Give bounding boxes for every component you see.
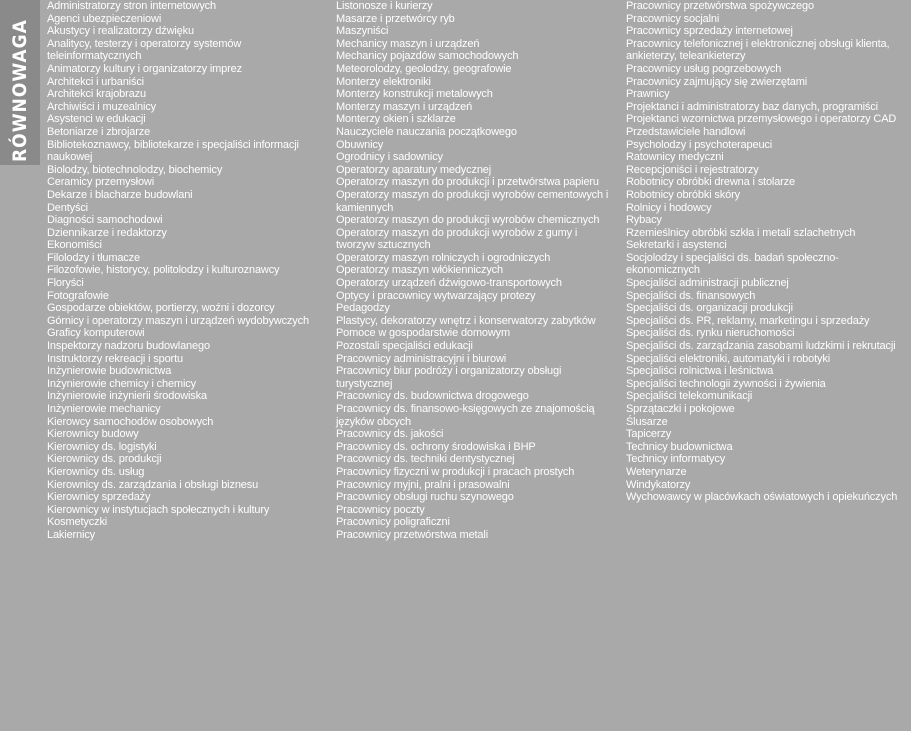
occupation-item: Inżynierowie inżynierii środowiska [47,390,207,403]
occupation-item: Pracownicy myjni, pralni i prasowalni [336,478,510,491]
occupation-item: Ogrodnicy i sadownicy [336,151,443,164]
occupation-item: Specjaliści administracji publicznej [626,277,789,290]
occupation-item: Operatorzy maszyn do produkcji wyrobów chemicznych [336,214,600,227]
occupation-item: Projektanci wzornictwa przemysłowego i operatorzy CAD [626,113,897,126]
occupation-item: Architekci krajobrazu [47,88,146,101]
occupation-item: Pracownicy przetwórstwa metali [336,528,488,541]
occupation-item: Technicy informatycy [626,453,726,466]
occupation-item: Dekarze i blacharze budowlani [47,188,193,201]
occupation-item: Pracownicy administracyjni i biurowi [336,352,507,365]
occupation-item: Graficy komputerowi [47,327,145,340]
occupation-item: Pracownicy socjalni [626,12,720,25]
occupation-item: Pracownicy usług pogrzebowych [626,62,782,75]
occupation-item: Specjaliści ds. organizacji produkcji [626,302,793,315]
occupation-item: Rybacy [626,214,662,227]
occupation-item: Pracownicy ds. budownictwa drogowego [336,390,529,403]
occupation-item: Operatorzy aparatury medycznej [336,163,492,176]
occupation-item: Specjaliści rolnictwa i leśnictwa [626,365,774,378]
occupation-item: Kierownicy ds. logistyki [47,440,157,453]
occupation-column-2 [336,0,618,542]
occupation-item: Listonosze i kurierzy [336,0,433,12]
occupation-item: Analitycy, testerzy i operatorzy systemów teleinformatycznych [47,37,242,63]
occupation-item: Operatorzy maszyn włókienniczych [336,264,503,277]
occupation-item: Inżynierowie budownictwa [47,365,172,378]
occupation-item: Projektanci i administratorzy baz danych, programiści [626,100,878,113]
occupation-item: Biolodzy, biotechnolodzy, biochemicy [47,163,223,176]
occupation-item: Nauczyciele nauczania początkowego [336,125,517,138]
occupation-item: Specjaliści technologii żywności i żywienia [626,377,826,390]
occupation-item: Masarze i przetwórcy ryb [336,12,455,25]
occupation-item: Ratownicy medyczni [626,151,724,164]
occupation-item: Diagności samochodowi [47,214,163,227]
occupation-item: Przedstawiciele handlowi [626,125,746,138]
occupation-item: Operatorzy maszyn rolniczych i ogrodniczych [336,251,551,264]
occupation-item: Specjaliści ds. zarządzania zasobami ludzkimi i rekrutacji [626,340,896,353]
occupation-item: Kierownicy sprzedaży [47,491,151,504]
occupation-item: Specjaliści telekomunikacji [626,390,753,403]
occupation-item: Optycy i pracownicy wytwarzający protezy [336,289,536,302]
occupation-item: Windykatorzy [626,478,691,491]
occupation-item: Specjaliści elektroniki, automatyki i robotyki [626,352,831,365]
occupation-item: Asystenci w edukacji [47,113,146,126]
occupation-item: Pracownicy poligraficzni [336,516,450,529]
occupation-item: Pozostali specjaliści edukacji [336,340,473,353]
occupation-item: Betoniarze i zbrojarze [47,125,151,138]
occupation-item: Kierownicy budowy [47,428,139,441]
occupation-item: Fotografowie [47,289,109,302]
occupation-item: Monterzy okien i szklarze [336,113,456,126]
occupation-item: Kierownicy ds. usług [47,465,145,478]
occupation-item: Obuwnicy [336,138,384,151]
category-heading: RÓWNOWAGA [9,19,31,162]
occupation-item: Filozofowie, historycy, politolodzy i kulturoznawcy [47,264,280,277]
occupation-item: Agenci ubezpieczeniowi [47,12,162,25]
occupation-item: Kierownicy ds. zarządzania i obsługi biznesu [47,478,259,491]
occupation-item: Filolodzy i tłumacze [47,251,140,264]
occupation-item: Pracownicy telefonicznej i elektronicznej obsługi klienta, ankieterzy, teleankieterzy [626,37,890,63]
occupation-item: Ekonomiści [47,239,102,252]
occupation-item: Maszyniści [336,25,389,38]
occupation-item: Floryści [47,277,84,290]
occupation-column-1 [47,0,329,542]
occupation-item: Kierownicy ds. produkcji [47,453,162,466]
occupation-item: Monterzy konstrukcji metalowych [336,88,493,101]
occupation-item: Kierowcy samochodów osobowych [47,415,214,428]
occupation-item: Administratorzy stron internetowych [47,0,216,12]
occupation-item: Gospodarze obiektów, portierzy, woźni i dozorcy [47,302,275,315]
occupation-item: Socjolodzy i specjaliści ds. badań społeczno-ekonomicznych [626,251,839,277]
occupation-item: Pracownicy sprzedaży internetowej [626,25,793,38]
occupation-item: Pracownicy poczty [336,503,425,516]
occupation-item: Pracownicy przetwórstwa spożywczego [626,0,814,12]
occupation-item: Sekretarki i asystenci [626,239,727,252]
occupation-item: Górnicy i operatorzy maszyn i urządzeń wydobywczych [47,314,309,327]
occupation-item: Architekci i urbaniści [47,75,144,88]
occupation-item: Pedagodzy [336,302,390,315]
occupation-item: Technicy budownictwa [626,440,733,453]
occupation-item: Animatorzy kultury i organizatorzy imprez [47,62,242,75]
occupation-item: Pracownicy ds. jakości [336,428,444,441]
occupation-item: Operatorzy maszyn do produkcji wyrobów cementowych i kamiennych [336,188,609,214]
occupation-item: Operatorzy urządzeń dźwigowo-transportowych [336,277,562,290]
occupation-item: Monterzy maszyn i urządzeń [336,100,473,113]
occupation-item: Plastycy, dekoratorzy wnętrz i konserwatorzy zabytków [336,314,596,327]
occupation-item: Dentyści [47,201,88,214]
occupation-item: Monterzy elektroniki [336,75,431,88]
occupation-item: Pomoce w gospodarstwie domowym [336,327,511,340]
occupation-item: Recepcjoniści i rejestratorzy [626,163,759,176]
occupation-item: Mechanicy maszyn i urządzeń [336,37,480,50]
occupation-item: Lakiernicy [47,528,96,541]
occupation-item: Operatorzy maszyn do produkcji i przetwórstwa papieru [336,176,599,189]
occupation-item: Ceramicy przemysłowi [47,176,155,189]
occupation-item: Pracownicy fizyczni w produkcji i pracach prostych [336,465,575,478]
occupation-item: Inżynierowie mechanicy [47,403,161,415]
occupation-item: Mechanicy pojazdów samochodowych [336,50,519,63]
occupation-item: Specjaliści ds. finansowych [626,289,756,302]
occupation-column-3 [626,0,908,504]
occupation-item: Kierownicy w instytucjach społecznych i kultury [47,503,270,516]
occupation-item: Robotnicy obróbki drewna i stolarze [626,176,796,189]
occupation-item: Rolnicy i hodowcy [626,201,712,214]
occupation-item: Instruktorzy rekreacji i sportu [47,352,183,365]
occupation-item: Pracownicy ds. ochrony środowiska i BHP [336,440,536,453]
occupation-item: Meteorolodzy, geolodzy, geografowie [336,62,512,75]
occupation-item: Specjaliści ds. PR, reklamy, marketingu i sprzedaży [626,314,870,327]
occupation-item: Tapicerzy [626,428,672,441]
occupation-item: Sprzątaczki i pokojowe [626,403,735,415]
occupation-item: Psycholodzy i psychoterapeuci [626,138,773,151]
occupation-item: Pracownicy zajmujący się zwierzętami [626,75,808,88]
occupation-item: Pracownicy biur podróży i organizatorzy obsługi turystycznej [336,365,562,390]
occupation-item: Bibliotekoznawcy, bibliotekarze i specjaliści informacji naukowej [47,138,299,164]
occupation-item: Rzemieślnicy obróbki szkła i metali szlachetnych [626,226,856,239]
occupation-item: Prawnicy [626,88,670,101]
occupation-item: Wychowawcy w placówkach oświatowych i opiekuńczych [626,491,898,504]
occupation-item: Operatorzy maszyn do produkcji wyrobów z gumy i tworzyw sztucznych [336,226,578,252]
occupation-item: Kosmetyczki [47,516,108,529]
occupation-item: Pracownicy ds. finansowo-księgowych ze znajomością języków obcych [336,403,595,428]
occupation-item: Inspektorzy nadzoru budowlanego [47,340,210,353]
occupation-item: Weterynarze [626,465,687,478]
occupation-item: Ślusarze [626,415,668,428]
occupation-item: Dziennikarze i redaktorzy [47,226,167,239]
occupation-item: Specjaliści ds. rynku nieruchomości [626,327,795,340]
occupation-item: Pracownicy ds. techniki dentystycznej [336,453,515,466]
occupation-item: Robotnicy obróbki skóry [626,188,740,201]
category-tab [0,0,40,165]
occupation-item: Inżynierowie chemicy i chemicy [47,377,196,390]
occupation-item: Archiwiści i muzealnicy [47,100,157,113]
occupation-item: Pracownicy obsługi ruchu szynowego [336,491,514,504]
occupation-item: Akustycy i realizatorzy dźwięku [47,25,194,38]
